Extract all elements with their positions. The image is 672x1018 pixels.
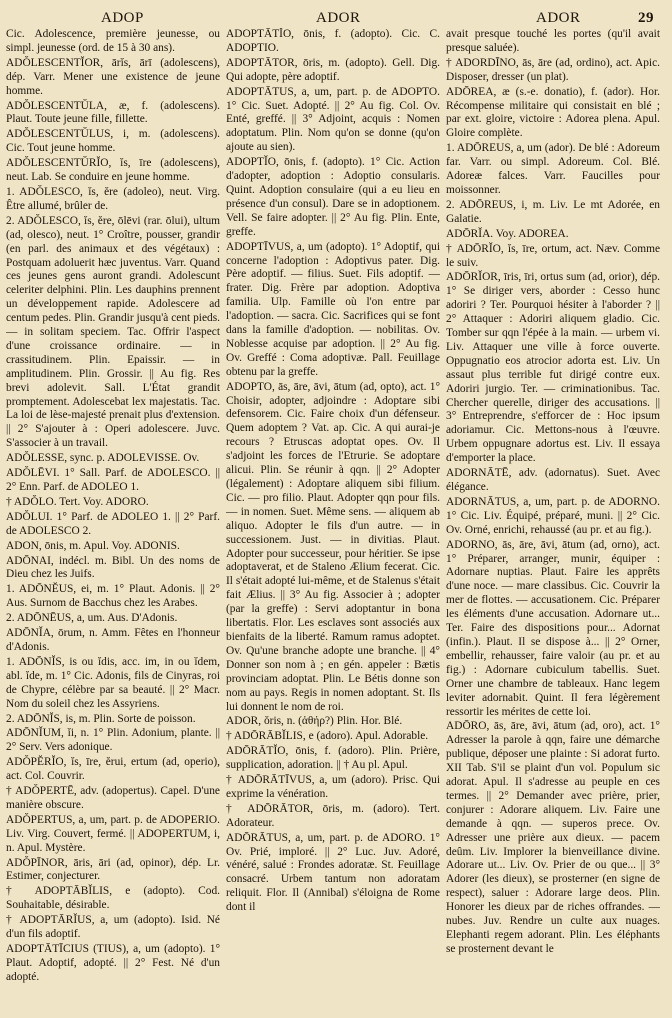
dictionary-entry: ADOPTO, ās, āre, āvi, ātum (ad, opto), act. 1° Choisir, adopter, adjoindre : Adoptare sibi defensorem. Cic. Faire choix d'un défenseur. Quem adoptem ? Vat. ap. Cic. A qui aurai-je recours ? Etruscas adoptat opes. Ov. Il s'adjoint les forces de l'Etrurie. Se adoptare alicui. Plin. Se réunir à qqn. || 2° Adopter (légalement) : Adoptare aliquem sibi filium. Cic. — pro filio. Plaut. Adopter qqn pour fils. — in nomen. Suet. Même sens. — aliquem ab aliquo. Adopter le fils d'un autre. — in successionem. Just. — in divitias. Plaut. Adopter pour successeur, pour héritier. Se ipse adoptaverat, et de Staleno Ælium fecerat. Cic. Il s'était adopté lui-même, et de Stalenus s'était fait Ælius. || 3° Au fig. Associer à ; adopter (par la greffe) : Servi adoptantur in bona libertatis. Flor. Les esclaves sont associés aux bienfaits de la liberté. Ramum ramus adoptet. Ov. Qu'une branche adopte une branche. || 4° Donner son nom à ; en gén. appeler : Bætis provinciam adoptat. Plin. Le Bétis donne son nom au pays. Regis in nomen adoptant. St. Ils lui donnent le nom de roi. [226,380,440,713]
dictionary-entry: ADŌRO, ās, āre, āvi, ātum (ad, oro), act. 1° Adresser la parole à qqn, faire une démarche publique, déposer une plainte : Si adorat furto. XII Tab. S'il se plaint d'un vol. Populum sic adorat. Apul. Il s'adresse au peuple en ces termes. || 2° Demander avec prière, prier, conjurer : Adorare aliquem. Liv. Faire une demande à qqn. — superos prece. Ov. Adresser une prière aux dieux. — pacem deûm. Liv. Implorer la bienveillance divine. Adorare ut... Liv. Ov. Prier de ou que... || 3° Adorer (les dieux), se prosterner (en signe de respect), saluer : Adorare large deos. Plin. Honorer les dieux par de riches offrandes. — nubes. Juv. Rendre un culte aux nuages. Elephanti regem adorant. Plin. Les éléphants se prosternent devant le [446,720,660,955]
dictionary-entry: 2. ADŌNĬS, is, m. Plin. Sorte de poisson. [6,712,196,725]
dictionary-entry: 2. ADŎLESCO, ĭs, ĕre, ōlēvi (rar. ōlui), ultum (ad, olesco), neut. 1° Croître, pousser, grandir (en parl. des animaux et des végétaux) : Postquam adoluerit hæc juventus. Varr. Quand ces jeunes gens auront grandi. Adolescunt celeriter delphini. Plin. Les dauphins prennent un développement rapide. Adolescere ad centum pedes. Plin. Grandir jusqu'à cent pieds. — in solitam speciem. Tac. Offrir l'aspect d'une croissance ordinaire. — in crassitudinem. Plin. Epaissir. — in amplitudinem. Plin. Grossir. || Au fig. Res brevi adolevit. Sall. L'État grandit promptement. Adolescebat lex majestatis. Tac. La loi de lèse-majesté prenait plus d'extension. || 2° S'ajouter à : Operi adolescere. Juvc. S'associer à un travail. [6,214,220,450]
text-columns [6,28,664,1018]
column-3 [446,28,660,1018]
dictionary-entry: ADORNO, ās, āre, āvi, ātum (ad, orno), act. 1° Préparer, arranger, munir, équiper : Adornare nuptias. Plaut. Faire les apprêts d'une noce. — mare classibus. Cic. Couvrir la mer de flottes. — accusationem. Cic. Préparer les éléments d'une accusation. Adornare ut... Ter. Faire des dispositions pour... Adornat (infin.). Plaut. Il se dispose à... || 2° Orner, embellir, rehausser, faire valoir (au pr. et au fig.) : Adornare cubiculum tabellis. Suet. Orner une chambre de tableaux. Hanc legem leviter adornabit. Quint. Il fera légèrement ressortir les mérites de cette loi. [446,538,660,718]
dictionary-entry: 2. ADŌREUS, i, m. Liv. Le mt Adorée, en Galatie. [446,198,660,225]
dictionary-entry: ADOPTĀTĪCIUS (TIUS), a, um (adopto). 1° Plaut. Adoptif, adopté. || 2° Fest. Né d'un adopté. [6,943,220,983]
dictionary-entry: ADŎLESCENTŬLA, æ, f. (adolescens). Plaut. Toute jeune fille, fillette. [6,99,220,126]
dictionary-entry: ADŌNAI, indécl. m. Bibl. Un des noms de Dieu chez les Juifs. [6,554,220,581]
dictionary-entry: ADŌNĬA, ōrum, n. Amm. Fêtes en l'honneur d'Adonis. [6,627,220,653]
dictionary-entry: ADŎLUI. 1° Parf. de ADOLEO 1. || 2° Parf. de ADOLESCO 2. [6,510,220,537]
dictionary-entry: ADŌRĀTUS, a, um, part. p. de ADORO. 1° Ov. Prié, imploré. || 2° Luc. Juv. Adoré, vénéré, salué : Frondes adoratæ. St. Feuillage consacré. Urbem tantum non adoratam reliquit. Flor. Il (Annibal) s'éloigna de Rome dont il [226,831,440,914]
header-center-guide-word: ADOR [316,10,361,26]
dictionary-entry: ADŌNĬUM, ĭi, n. 1° Plin. Adonium, plante. || 2° Serv. Vers adonique. [6,727,220,754]
dictionary-entry: † ADŎPERTĒ, adv. (adopertus). Capel. D'une manière obscure. [6,785,220,811]
dictionary-entry: ADOPTĪVUS, a, um (adopto). 1° Adoptif, qui concerne l'adoption : Adoptivus pater. Dig. Père adoptif. — filius. Suet. Fils adoptif. — frater. Dig. Frère par adoption. Adoptiva familia. Ulp. Famille où l'on entre par l'adoption. — sacra. Cic. Sacrifices qui se font dans la famille d'adoption. — nobilitas. Ov. Noblesse acquise par adoption. || 2° Au fig. Ov. Greffé : Coma adoptivæ. Pall. Feuillage obtenu par la greffe. [226,240,440,378]
dictionary-entry: ADŎPERTUS, a, um, part. p. de ADOPERIO. Liv. Virg. Couvert, fermé. || ADOPERTUM, i, n. Apul. Mystère. [6,813,220,854]
page-number: 29 [638,10,654,26]
dictionary-entry: ADŎLESCENTŬLUS, i, m. (adolescens). Cic. Tout jeune homme. [6,128,220,155]
dictionary-entry: ADON, ōnis, m. Apul. Voy. ADONIS. [6,539,180,552]
running-header [6,6,664,28]
dictionary-entry: ADORNĀTĒ, adv. (adornatus). Suet. Avec élégance. [446,467,660,493]
column-2 [226,28,440,1018]
dictionary-entry: ADŎPĪNOR, āris, āri (ad, opinor), dép. Lr. Estimer, conjecturer. [6,856,220,883]
dictionary-entry: 1. ADŎLESCO, ĭs, ĕre (adoleo), neut. Virg. Être allumé, brûler de. [6,185,220,212]
dictionary-entry: † ADORDĪNO, ās, āre (ad, ordino), act. Apic. Disposer, dresser (un plat). [446,56,660,83]
dictionary-entry: † ADOPTĀBĬLIS, e (adopto). Cod. Souhaitable, désirable. [6,885,220,912]
dictionary-entry: † ADŌRĀBĬLIS, e (adoro). Apul. Adorable. [226,730,429,743]
dictionary-entry: ADŌRĬOR, īris, īri, ortus sum (ad, orior), dép. 1° Se diriger vers, aborder : Cesso hunc adoriri ? Ter. Pourquoi hésiter à l'aborder ? || 2° Attaquer : Adoriri aliquem gladio. Cic. Tomber sur qqn l'épée à la main. — urbem vi. Liv. Attaquer une ville à force ouverte. Oppugnatio eos atrocior adorta est. Liv. Un assaut plus terrible fut dirigé contre eux. Adoriri jurgio. Ter. — criminationibus. Tac. Chercher querelle, diriger des accusations. || 3° Entreprendre, s'efforcer de : Hoc ipsum adoriamur. Cic. Mettons-nous à l'œuvre. Urbem oppugnare adortus est. Liv. Il essaya d'emporter la place. [446,271,660,465]
dictionary-entry: † ADŌRĀTOR, ōris, m. (adoro). Tert. Adorateur. [226,802,440,829]
dictionary-entry: ADŎLESCENTŬRĬO, ĭs, īre (adolescens), neut. Lab. Se conduire en jeune homme. [6,157,220,184]
dictionary-entry: ADOPTĀTOR, ōris, m. (adopto). Gell. Dig. Qui adopte, père adoptif. [226,56,440,83]
dictionary-entry: ADOR, ŏris, n. (ἀθήρ?) Plin. Hor. Blé. [226,715,403,728]
dictionary-entry: ADOPTĀTUS, a, um, part. p. de ADOPTO. 1° Cic. Suet. Adopté. || 2° Au fig. Col. Ov. Enté, greffé. || 3° Adjoint, acquis : Nomen adoptatum. Plin. Nom qu'on se donne (qu'on ajoute au sien). [226,85,440,154]
dictionary-entry: ADŎLESSE, sync. p. ADOLEVISSE. Ov. [6,452,200,465]
header-right-guide-word: ADOR [536,10,581,26]
dictionary-entry: ADŌREA, æ (s.-e. donatio), f. (ador). Hor. Récompense militaire qui consistait en blé ; par ext. gloire, victoire : Adorea plena. Apul. Gloire complète. [446,85,660,140]
dictionary-entry: † ADOPTĀRĬUS, a, um (adopto). Isid. Né d'un fils adoptif. [6,914,220,941]
dictionary-entry: ADŌRĬA. Voy. ADOREA. [446,227,569,240]
dictionary-entry: ADOPTĀTĬO, ōnis, f. (adopto). Cic. C. ADOPTIO. [226,28,440,54]
dictionary-entry: 1. ADŌREUS, a, um (ador). De blé : Adoreum far. Varr. ou simpl. Adoreum. Col. Blé. Adoreæ falces. Varr. Faucilles pour moissonner. [446,142,660,196]
column-1 [6,28,220,1018]
dictionary-entry: 1. ADŌNĬS, is ou ĭdis, acc. im, in ou ĭdem, abl. ĭde, m. 1° Cic. Adonis, fils de Cinyras, roi de Chypre, célèbre par sa beauté. || 2° Macr. Nom du soleil chez les Assyriens. [6,655,220,710]
dictionary-entry: ADŌRĀTĬO, ōnis, f. (adoro). Plin. Prière, supplication, adoration. || † Au pl. Apul. [226,745,440,772]
dictionary-entry: avait presque touché les portes (qu'il avait presque saluée). [446,28,660,54]
dictionary-entry: † ADŎLO. Tert. Voy. ADORO. [6,495,149,508]
dictionary-entry: 2. ADŌNĒUS, a, um. Aus. D'Adonis. [6,612,178,625]
dictionary-entry: † ADŌRĀTĪVUS, a, um (adoro). Prisc. Qui exprime la vénération. [226,774,440,800]
dictionary-entry: ADŎPĔRĬO, ĭs, īre, ĕrui, ertum (ad, operio), act. Col. Couvrir. [6,756,220,783]
dictionary-entry: Cic. Adolescence, première jeunesse, ou simpl. jeunesse (ord. de 15 à 30 ans). [6,28,220,54]
dictionary-entry: ADORNĀTUS, a, um, part. p. de ADORNO. 1° Cic. Liv. Équipé, préparé, muni. || 2° Cic. Ov. Orné, enrichi, rehaussé (au pr. et au fig.). [446,495,660,536]
dictionary-entry: ADOPTĬO, ōnis, f. (adopto). 1° Cic. Action d'adopter, adoption : Adoptio consularis. Quint. Adoption consulaire (qui a eu lieu en présence d'un consul). Dare se in adoptionem. Vell. Se faire adopter. || 2° Au fig. Plin. Ente, greffe. [226,156,440,238]
dictionary-entry: 1. ADŌNĔUS, ei, m. 1° Plaut. Adonis. || 2° Aus. Surnom de Bacchus chez les Arabes. [6,583,220,610]
dictionary-entry: † ADŌRĬO, ĭs, īre, ortum, act. Næv. Comme le suiv. [446,242,660,269]
dictionary-entry: ADŎLĒVI. 1° Sall. Parf. de ADOLESCO. || 2° Enn. Parf. de ADOLEO 1. [6,467,220,493]
dictionary-entry: ADŎLESCENTĬOR, ārĭs, ārī (adolescens), dép. Varr. Mener une existence de jeune homme. [6,56,220,97]
header-left-guide-word: ADOP [101,10,144,26]
